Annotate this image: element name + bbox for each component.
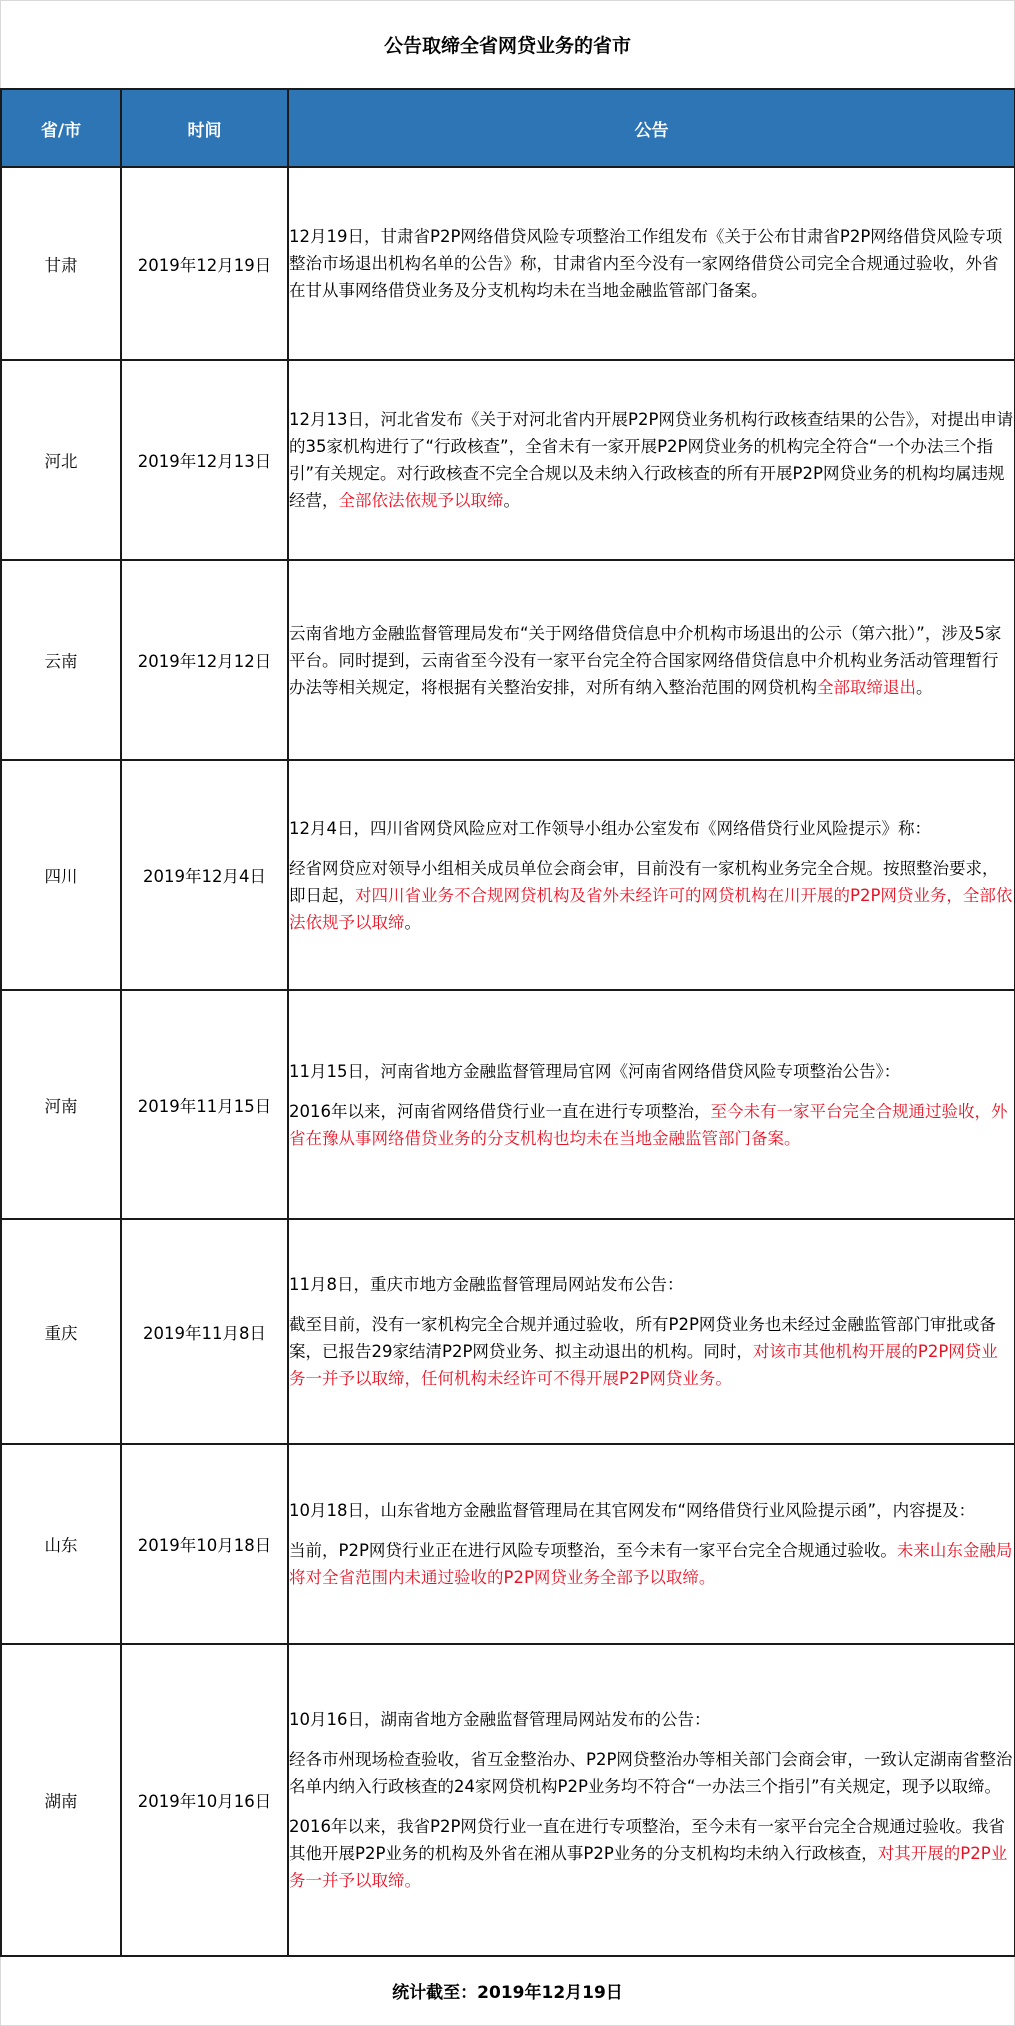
table-row	[1, 760, 1015, 990]
table-row	[1, 360, 1015, 560]
date-cell: 2019年10月18日	[121, 1444, 288, 1644]
province-cell: 湖南	[1, 1644, 121, 1956]
announcement-text: 12月13日，河北省发布《关于对河北省内开展P2P网贷业务机构行政核查结果的公告》，对提出申请的35家机构进行了“行政核查”，全省未有一家开展P2P网贷业务的机构完全符合“一个办法三个指引”有关规定。对行政核查不完全合规以及未纳入行政核查的所有开展P2P网贷业务的机构均属违规经营，	[289, 410, 1014, 510]
date-cell: 2019年10月16日	[121, 1644, 288, 1956]
announcement-paragraph	[289, 815, 1014, 842]
announcement-text: 2016年以来，我省P2P网贷行业一直在进行专项整治，至今未有一家平台完全合规通过验收。我省其他开展P2P业务的机构及外省在湘从事P2P业务的分支机构均未纳入行政核查，	[289, 1817, 1005, 1863]
table-row	[1, 1219, 1015, 1444]
announcement-paragraph	[289, 406, 1014, 514]
announcement-cell	[288, 1644, 1015, 1956]
highlight-text: 对该市其他机构开展的P2P网贷业务一并予以取缔，任何机构未经许可不得开展P2P网贷业务。	[289, 1342, 998, 1388]
announcement-paragraph	[289, 1537, 1014, 1591]
announcement-paragraph	[289, 1271, 1014, 1298]
announcement-text: 10月18日，山东省地方金融监督管理局在其官网发布“网络借贷行业风险提示函”，内容提及：	[289, 1501, 976, 1520]
announcement-paragraph	[289, 1813, 1014, 1894]
announcement-text: 云南省地方金融监督管理局发布“关于网络借贷信息中介机构市场退出的公示（第六批）”，涉及5家平台。同时提到，云南省至今没有一家平台完全符合国家网络借贷信息中介机构业务活动管理暂行办法等相关规定，将根据有关整治安排，对所有纳入整治范围的网贷机构	[289, 623, 1002, 697]
column-header-date: 时间	[121, 89, 288, 167]
announcement-text: 12月19日，甘肃省P2P网络借贷风险专项整治工作组发布《关于公布甘肃省P2P网络借贷风险专项整治市场退出机构名单的公告》称，甘肃省内至今没有一家网络借贷公司完全合规通过验收，外省在甘从事网络借贷业务及分支机构均未在当地金融监管部门备案。	[289, 227, 1003, 300]
date-cell: 2019年12月19日	[121, 167, 288, 360]
footer-stat-date: 统计截至：2019年12月19日	[392, 1983, 623, 2003]
announcement-text: 10月16日，湖南省地方金融监督管理局网站发布的公告：	[289, 1710, 711, 1729]
announcement-cell	[288, 1219, 1015, 1444]
announcement-cell	[288, 560, 1015, 760]
announcement-text: 11月8日，重庆市地方金融监督管理局网站发布公告：	[289, 1275, 684, 1294]
announcement-text: 11月15日，河南省地方金融监督管理局官网《河南省网络借贷风险专项整治公告》：	[289, 1061, 901, 1081]
announcement-cell	[288, 1444, 1015, 1644]
province-cell: 重庆	[1, 1219, 121, 1444]
highlight-text: 对其开展的P2P业务一并予以取缔。	[289, 1844, 1008, 1890]
table-header-row	[1, 89, 1015, 167]
date-cell: 2019年12月4日	[121, 760, 288, 990]
announcement-text: 经各市州现场检查验收，省互金整治办、P2P网贷整治办等相关部门会商会审，一致认定湖南省整治名单内纳入行政核查的24家网贷机构P2P业务均不符合“一办法三个指引”有关规定，现予以取缔。	[289, 1750, 1013, 1796]
page-title: 公告取缔全省网贷业务的省市	[383, 34, 631, 57]
announcement-paragraph	[289, 1311, 1014, 1392]
announcement-table	[0, 88, 1015, 1957]
announcement-paragraph	[289, 1746, 1014, 1800]
announcement-cell	[288, 167, 1015, 360]
highlight-text: 对四川省业务不合规网贷机构及省外未经许可的网贷机构在川开展的P2P网贷业务，全部依法依规予以取缔	[289, 885, 1013, 932]
table-row	[1, 1644, 1015, 1956]
announcement-text: 。	[503, 491, 520, 510]
highlight-text: 全部依法依规予以取缔	[338, 491, 504, 510]
announcement-cell	[288, 760, 1015, 990]
announcement-text: 经省网贷应对领导小组相关成员单位会商会审，目前没有一家机构业务完全合规。按照整治要求，即日起，	[289, 858, 999, 905]
announcement-text: 当前，P2P网贷行业正在进行风险专项整治，至今未有一家平台完全合规通过验收。	[289, 1541, 897, 1560]
province-cell: 甘肃	[1, 167, 121, 360]
announcement-text: 12月4日，四川省网贷风险应对工作领导小组办公室发布《网络借贷行业风险提示》称：	[289, 818, 931, 838]
date-cell: 2019年11月8日	[121, 1219, 288, 1444]
announcement-text: 。	[404, 912, 421, 932]
announcement-text: 。	[916, 677, 933, 697]
date-cell: 2019年12月13日	[121, 360, 288, 560]
announcement-paragraph	[289, 1497, 1014, 1524]
table-row	[1, 560, 1015, 760]
province-cell: 河南	[1, 990, 121, 1219]
announcement-paragraph	[289, 223, 1014, 304]
announcement-paragraph	[289, 1098, 1014, 1152]
highlight-text: 全部取缔退出	[817, 677, 916, 697]
announcement-paragraph	[289, 855, 1014, 936]
announcement-cell	[288, 990, 1015, 1219]
province-cell: 河北	[1, 360, 121, 560]
table-row	[1, 990, 1015, 1219]
highlight-text: 至今未有一家平台完全合规通过验收，外省在豫从事网络借贷业务的分支机构也均未在当地金融监管部门备案。	[289, 1101, 1008, 1148]
column-header-announcement: 公告	[288, 89, 1015, 167]
announcement-paragraph	[289, 1058, 1014, 1085]
announcement-text: 2016年以来，河南省网络借贷行业一直在进行专项整治，	[289, 1101, 711, 1121]
announcement-paragraph	[289, 620, 1014, 701]
announcement-paragraph	[289, 1706, 1014, 1733]
date-cell: 2019年11月15日	[121, 990, 288, 1219]
province-cell: 山东	[1, 1444, 121, 1644]
highlight-text: 未来山东金融局将对全省范围内未通过验收的P2P网贷业务全部予以取缔。	[289, 1541, 1013, 1587]
province-cell: 四川	[1, 760, 121, 990]
date-cell: 2019年12月12日	[121, 560, 288, 760]
announcement-text: 截至目前，没有一家机构完全合规并通过验收，所有P2P网贷业务也未经过金融监管部门审批或备案，已报告29家结清P2P网贷业务、拟主动退出的机构。同时，	[289, 1315, 996, 1361]
table-row	[1, 1444, 1015, 1644]
column-header-province: 省/市	[1, 89, 121, 167]
province-cell: 云南	[1, 560, 121, 760]
table-row	[1, 167, 1015, 360]
announcement-cell	[288, 360, 1015, 560]
